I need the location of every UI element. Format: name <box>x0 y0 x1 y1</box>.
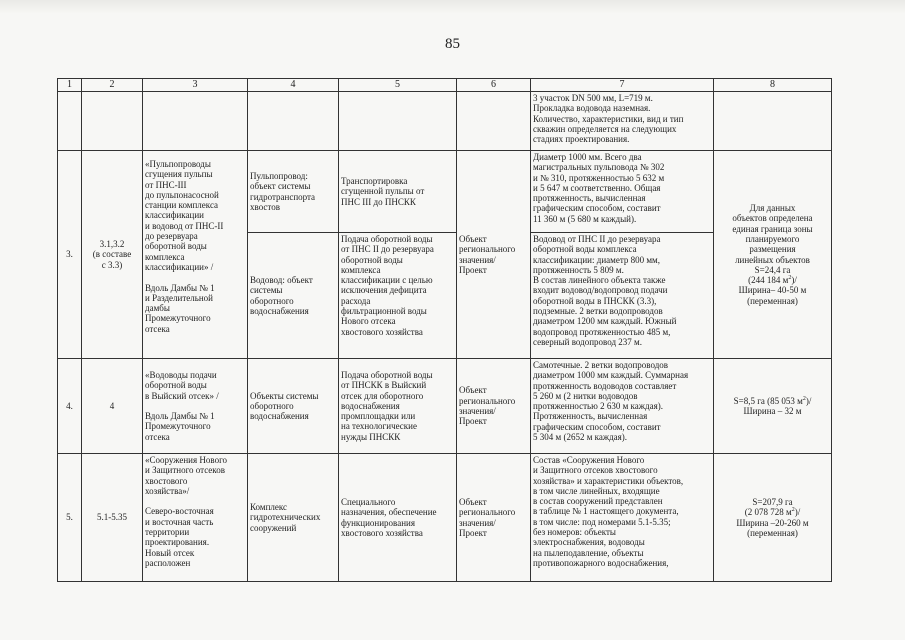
zone-area: S=8,5 га (85 053 м <box>733 395 803 406</box>
table-cell <box>714 92 832 151</box>
characteristics-cell: 3 участок DN 500 мм, L=719 м. Прокладка водовода наземная. Количество, характеристики, вид и тип скважин определяется на следующих стадиях проектирования. <box>531 92 714 151</box>
column-header: 3 <box>143 79 248 92</box>
object-type-cell: Водовод: объект системы оборотного водоснабжения <box>248 233 339 359</box>
zone-area-unit: 2 <box>788 275 792 282</box>
table-cell <box>82 92 143 151</box>
zone-cell <box>714 359 832 454</box>
page-number: 85 <box>445 36 460 52</box>
table-cell <box>457 92 531 151</box>
zone-cell <box>714 151 832 359</box>
zone-area: (244 184 м <box>748 275 789 286</box>
characteristics-cell: Состав «Сооружения Нового и Защитного отсеков хвостового хозяйства» и характеристики объектов, в том числе линейных, входящие в состав сооружений представлен в таблице № 1 настоящего документа, в том числе: под номерами 5.1-5.35; без номеров: объекты электроснабжения, водоводы на пылеподавление, объекты противопожарного водоснабжения, <box>531 454 714 582</box>
column-header: 5 <box>339 79 457 92</box>
column-header: 7 <box>531 79 714 92</box>
object-name-cell: «Сооружения Нового и Защитного отсеков хвостового хозяйства»/ Северо-восточная и восточная часть территории проектирования. Новый отсек расположен <box>143 454 248 582</box>
object-name-cell: «Пульпопроводы сгущения пульпы от ПНС-III до пульпонасосной станции комплекса классификации и водовод от ПНС-II до резервуара оборотной воды комплекса классификации» / Вдоль Дамбы № 1 и Разделительной дамбы Промежуточного отсека <box>143 151 248 359</box>
column-header: 1 <box>58 79 82 92</box>
zone-width: )/ Ширина– 40-50 м (переменная) <box>738 275 807 306</box>
table-cell <box>248 92 339 151</box>
object-name-cell: «Водоводы подачи оборотной воды в Выйский отсек» / Вдоль Дамбы № 1 Промежуточного отсека <box>143 359 248 454</box>
object-type-cell: Комплекс гидротехнических сооружений <box>248 454 339 582</box>
zone-width: )/ Ширина –20-260 м (переменная) <box>736 507 809 538</box>
row-number: 3. <box>58 151 82 359</box>
table-row-5 <box>58 454 832 582</box>
table-row-3a <box>58 151 832 233</box>
characteristics-cell: Водовод от ПНС II до резервуара оборотной воды комплекса классификации: диаметр 800 мм, протяженность 5 809 м. В состав линейного объекта также входит водовод/водопровод подачи оборотной воды в ПНСКК (3.3), подземные. 2 ветки водопроводов диаметром 1200 мм каждый. Южный водопровод протяженностью 485 м, северный водопровод 237 м. <box>531 233 714 359</box>
row-number: 4. <box>58 359 82 454</box>
purpose-cell: Специального назначения, обеспечение функционирования хвостового хозяйства <box>339 454 457 582</box>
table-cell <box>339 92 457 151</box>
zone-width: )/ Ширина – 32 м <box>743 395 812 416</box>
column-header: 2 <box>82 79 143 92</box>
status-cell: Объект регионального значения/ Проект <box>457 151 531 359</box>
document-table <box>57 78 832 582</box>
column-header: 6 <box>457 79 531 92</box>
purpose-cell: Подача оборотной воды от ПНСКК в Выйский отсек для оборотного водоснабжения промплощадки или на технологические нужды ПНСКК <box>339 359 457 454</box>
characteristics-cell: Самотечные. 2 ветки водопроводов диаметром 1000 мм каждый. Суммарная протяженность водоводов составляет 5 260 м (2 нитки водоводов протяженностью 2 630 м каждая). Протяженность, вычисленная графическим способом, составит 5 304 м (2652 м каждая). <box>531 359 714 454</box>
column-header: 4 <box>248 79 339 92</box>
zone-area-unit: 2 <box>802 395 806 402</box>
zone-cell <box>714 454 832 582</box>
status-cell: Объект регионального значения/ Проект <box>457 359 531 454</box>
purpose-cell: Транспортировка сгущенной пульпы от ПНС III до ПНСКК <box>339 151 457 233</box>
row-number: 5. <box>58 454 82 582</box>
scan-edge-shadow <box>0 0 905 14</box>
column-header: 8 <box>714 79 832 92</box>
object-code: 5.1-5.35 <box>82 454 143 582</box>
object-code: 4 <box>82 359 143 454</box>
header-row <box>58 79 832 92</box>
purpose-cell: Подача оборотной воды от ПНС II до резервуара оборотной воды комплекса классификации с целью исключения дефицита расхода фильтрационной воды Нового отсека хвостового хозяйства <box>339 233 457 359</box>
table-cell <box>143 92 248 151</box>
zone-area: S=207,9 га (2 078 728 м <box>744 496 793 518</box>
table-row-continuation <box>58 92 832 151</box>
characteristics-cell: Диаметр 1000 мм. Всего два магистральных пульповода № 302 и № 310, протяженностью 5 632 м и 5 647 м соответственно. Общая протяженность, вычисленная графическим способом, составит 11 360 м (5 680 м каждый). <box>531 151 714 233</box>
table-cell <box>58 92 82 151</box>
object-code: 3.1,3.2 (в составе с 3.3) <box>82 151 143 359</box>
zone-area-unit: 2 <box>791 507 795 514</box>
zone-text: Для данных объектов определена единая граница зоны планируемого размещения линейных объектов S=24,4 га <box>732 203 813 275</box>
object-type-cell: Пульпопровод: объект системы гидротранспорта хвостов <box>248 151 339 233</box>
status-cell: Объект регионального значения/ Проект <box>457 454 531 582</box>
table-row-4 <box>58 359 832 454</box>
object-type-cell: Объекты системы оборотного водоснабжения <box>248 359 339 454</box>
